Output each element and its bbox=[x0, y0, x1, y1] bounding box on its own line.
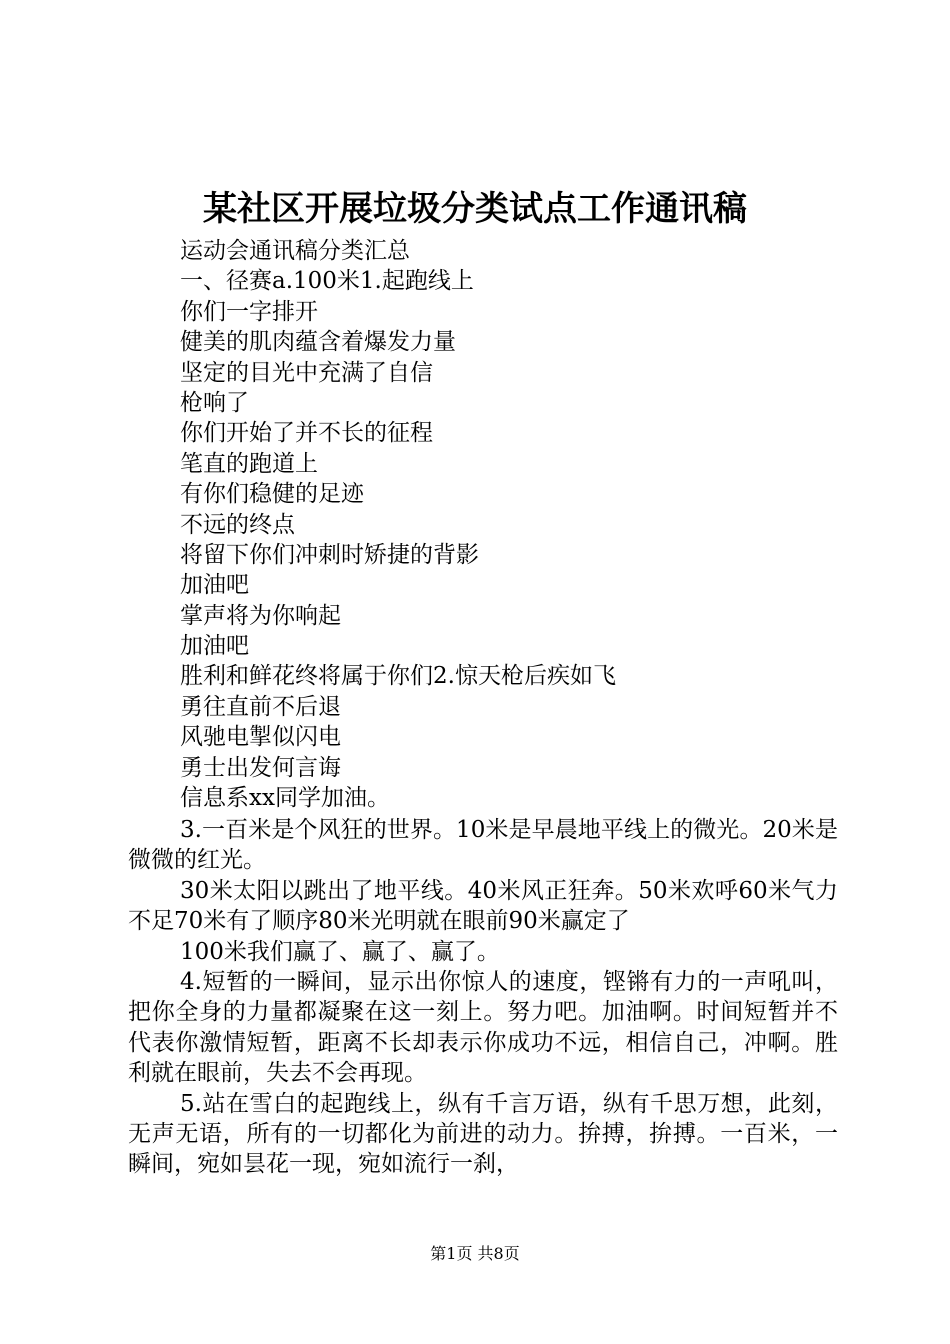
document-title: 某社区开展垃圾分类试点工作通讯稿 bbox=[203, 189, 747, 229]
text-line: 加油吧 bbox=[180, 572, 249, 599]
text-line: 勇往直前不后退 bbox=[180, 693, 341, 720]
page-footer: 第1页 共8页 bbox=[430, 1244, 520, 1263]
paragraph: 5.站在雪白的起跑线上，纵有千言万语，纵有千思万想，此刻，无声无语，所有的一切都化为前进的动力。拚搏，拚搏。一百米，一瞬间，宛如昙花一现，宛如流行一刹， bbox=[128, 1090, 838, 1178]
paragraph: 100米我们赢了、赢了、赢了。 bbox=[180, 938, 500, 965]
text-line: 你们一字排开 bbox=[180, 298, 318, 325]
text-line: 加油吧 bbox=[180, 633, 249, 660]
text-line: 信息系xx同学加油。 bbox=[180, 785, 390, 812]
text-line: 胜利和鲜花终将属于你们2.惊天枪后疾如飞 bbox=[180, 663, 616, 690]
text-line: 掌声将为你响起 bbox=[180, 602, 341, 629]
text-line: 坚定的目光中充满了自信 bbox=[180, 359, 433, 386]
poem-lines bbox=[180, 236, 616, 813]
text-line: 枪响了 bbox=[180, 389, 249, 416]
text-line: 运动会通讯稿分类汇总 bbox=[180, 238, 410, 264]
text-line: 勇士出发何言诲 bbox=[180, 754, 341, 781]
text-line: 一、径赛a.100米1.起跑线上 bbox=[180, 268, 474, 295]
text-line: 你们开始了并不长的征程 bbox=[180, 420, 433, 447]
text-line: 将留下你们冲刺时矫捷的背影 bbox=[180, 541, 479, 568]
paragraph: 30米太阳以跳出了地平线。40米风正狂奔。50米欢呼60米气力不足70米有了顺序80米光明就在眼前90米赢定了 bbox=[128, 877, 838, 935]
body-paragraphs bbox=[128, 815, 838, 1180]
text-line: 健美的肌肉蕴含着爆发力量 bbox=[180, 329, 456, 356]
text-line: 有你们稳健的足迹 bbox=[180, 481, 364, 508]
text-line: 笔直的跑道上 bbox=[180, 450, 318, 477]
text-line: 风驰电掣似闪电 bbox=[180, 724, 341, 751]
paragraph: 3.一百米是个风狂的世界。10米是早晨地平线上的微光。20米是微微的红光。 bbox=[128, 817, 838, 874]
text-line: 不远的终点 bbox=[180, 511, 295, 538]
paragraph: 4.短暂的一瞬间，显示出你惊人的速度，铿锵有力的一声吼叫，把你全身的力量都凝聚在这一刻上。努力吧。加油啊。时间短暂并不代表你激情短暂，距离不长却表示你成功不远，相信自己，冲啊。胜利就在眼前，失去不会再现。 bbox=[128, 969, 838, 1087]
